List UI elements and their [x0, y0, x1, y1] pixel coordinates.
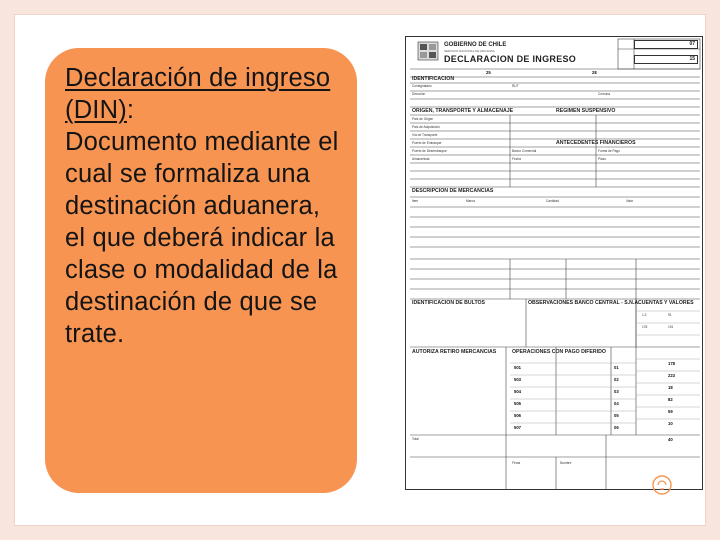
form-code-4: 191 — [668, 325, 674, 329]
form-op-code-1: 501 — [514, 365, 521, 370]
form-side-code-2: 02 — [614, 377, 619, 382]
form-label-almacenista: Almacenista — [412, 157, 430, 161]
form-field-25: 25 — [486, 70, 491, 75]
form-label-pais-origen: País de Origen — [412, 117, 434, 121]
form-field-28: 28 — [592, 70, 597, 75]
form-op-code-3: 504 — [514, 389, 521, 394]
form-org-sub: SERVICIO NACIONAL DE ADUANAS — [444, 49, 495, 53]
form-label-pais-adquisicion: País de Adquisición — [412, 125, 440, 129]
form-code-2: 178 — [642, 325, 648, 329]
form-label-cantidad: Cantidad — [546, 199, 559, 203]
form-label-marca: Marca — [466, 199, 475, 203]
heading-colon: : — [126, 96, 135, 124]
form-section-observaciones: OBSERVACIONES BANCO CENTRAL - S.N.A. — [528, 300, 640, 306]
form-label-puerto-desembarque: Puerto de Desembarque — [412, 149, 447, 153]
form-label-valor: Valor — [626, 199, 634, 203]
form-org-name: GOBIERNO DE CHILE — [444, 42, 507, 48]
form-box-top: 07 — [634, 40, 698, 49]
form-side-code-5: 05 — [614, 413, 619, 418]
form-side-code-6: 06 — [614, 425, 619, 430]
form-op-code-2: 503 — [514, 377, 521, 382]
form-label-puerto-embarque: Puerto de Embarque — [412, 141, 442, 145]
form-value-2: 223 — [668, 373, 675, 378]
din-form-image — [405, 36, 703, 490]
form-value-4: 82 — [668, 397, 673, 402]
lightbulb-icon — [651, 474, 673, 496]
form-op-code-5: 506 — [514, 413, 521, 418]
form-section-operaciones: OPERACIONES CON PAGO DIFERIDO — [512, 349, 606, 355]
form-section-identificacion: IDENTIFICACION — [412, 76, 455, 82]
form-label-direccion: Dirección — [412, 92, 426, 96]
form-side-code-4: 04 — [614, 401, 619, 406]
form-title: DECLARACION DE INGRESO — [444, 54, 577, 64]
form-value-5: 59 — [668, 409, 673, 414]
form-value-6: 10 — [668, 421, 673, 426]
slide-heading: Declaración de ingreso (DIN) — [65, 64, 331, 124]
form-op-code-6: 507 — [514, 425, 521, 430]
form-code-3: 91 — [668, 313, 672, 317]
form-side-code-1: 01 — [614, 365, 619, 370]
form-label-fecha: Fecha — [512, 157, 521, 161]
form-section-autoriza: AUTORIZA RETIRO MERCANCIAS — [412, 349, 497, 355]
form-side-code-3: 03 — [614, 389, 619, 394]
form-value-3: 18 — [668, 385, 673, 390]
form-label-forma-pago: Forma de Pago — [598, 149, 620, 153]
form-lines — [406, 37, 702, 489]
form-op-code-4: 505 — [514, 401, 521, 406]
slide-body: Documento mediante el cual se formaliza una destinación aduanera, el que deberá indicar la clase o modalidad de la destinación de que se trate. — [65, 128, 339, 348]
form-label-banco: Banco Comercial — [512, 149, 537, 153]
form-label-nombre: Nombre — [560, 461, 572, 465]
form-value-7: 40 — [668, 437, 673, 442]
form-value-1: 178 — [668, 361, 675, 366]
form-section-cuentas: CUENTAS Y VALORES — [638, 300, 694, 306]
form-label-firma: Firma — [512, 461, 521, 465]
form-section-antecedentes: ANTECEDENTES FINANCIEROS — [556, 140, 636, 146]
form-section-regimen: REGIMEN SUSPENSIVO — [556, 108, 616, 114]
form-label-comuna: Comuna — [598, 92, 611, 96]
form-code-1: 1.3 — [642, 313, 647, 317]
chile-logo-icon — [416, 40, 440, 62]
form-label-item: Item — [412, 199, 419, 203]
form-label-consignatario: Consignatario — [412, 84, 432, 88]
text-panel — [45, 48, 357, 493]
form-section-descripcion: DESCRIPCION DE MERCANCIAS — [412, 188, 494, 194]
form-box-second: 15 — [634, 55, 698, 64]
form-label-total: Total — [412, 437, 419, 441]
form-label-via-transporte: Vía de Transporte — [412, 133, 438, 137]
slide-text — [65, 62, 345, 350]
form-section-origen: ORIGEN, TRANSPORTE Y ALMACENAJE — [412, 108, 514, 114]
form-section-bultos: IDENTIFICACION DE BULTOS — [412, 300, 486, 306]
form-label-rut: RUT — [512, 84, 519, 88]
form-label-plazo: Plazo — [598, 157, 606, 161]
